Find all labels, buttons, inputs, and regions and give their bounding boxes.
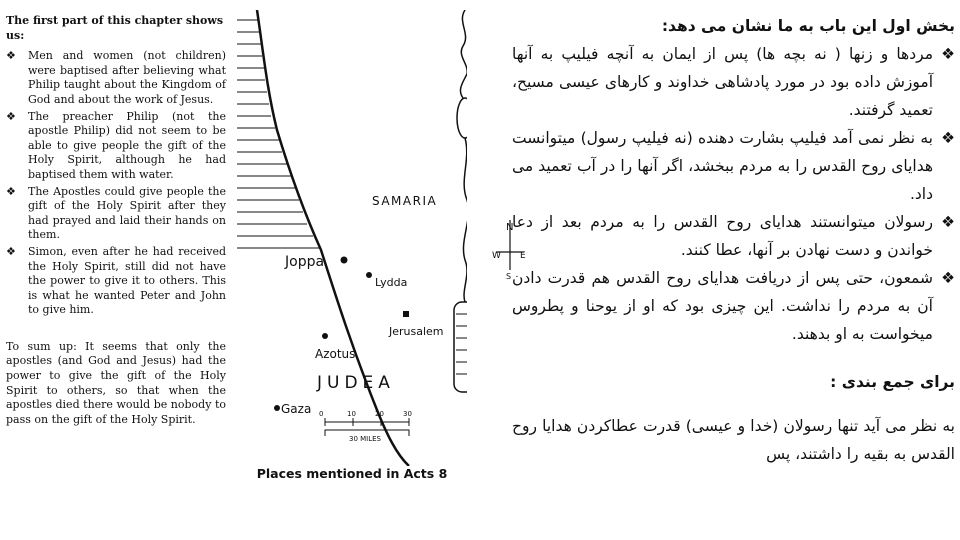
persian-summary: به نظر می آید تنها رسولان (خدا و عیسی) قدرت عطاکردن هدایا روح القدس به بقیه را داشتند، پس (512, 416, 955, 463)
map-caption: Places mentioned in Acts 8 (256, 466, 448, 481)
place-lydda: Lydda (375, 276, 408, 289)
place-gaza: Gaza (281, 402, 312, 416)
english-summary: To sum up: It seems that only the apostles (and God and Jesus) had the power to give the gift of the Holy Spirit to others, so that when the apostles died there would be nobody to pass on the gift of the Holy Spirit. (6, 339, 226, 426)
diamond-bullet-icon: ❖ (941, 213, 955, 231)
bullet-text: The Apostles could give people the gift of the Holy Spirit after they had prayed and laid their hands on them. (28, 184, 226, 242)
scale-tick-30: 30 (403, 410, 412, 418)
compass-w: W (492, 251, 501, 261)
jerusalem-marker (403, 311, 409, 317)
scale-bar (325, 418, 409, 436)
diamond-bullet-icon: ❖ (6, 109, 16, 123)
bullet-text: Men and women (not children) were baptised after believing what Philip taught about the Kingdom of God and about the work of Jesus. (28, 49, 226, 106)
compass-s: S (506, 272, 512, 280)
place-joppa: Joppa (285, 254, 325, 270)
map-drawing (237, 10, 467, 466)
diamond-bullet-icon: ❖ (6, 49, 16, 63)
diamond-bullet-icon: ❖ (941, 129, 955, 147)
list-item (6, 245, 226, 318)
bullet-text: شمعون، حتی پس از دریافت هدایای روح القدس هم قدرت دادن آن به مردم را نداشت. این چیزی بود که او از یوحنا و پطروس میخواست به او بدهند. (512, 269, 933, 343)
diamond-bullet-icon: ❖ (941, 269, 955, 287)
bullet-text: The preacher Philip (not the apostle Philip) did not seem to be able to give people the gift of the Holy Spirit, although he had baptised them with water. (28, 109, 226, 181)
dead-sea (454, 302, 467, 392)
region-samaria: SAMARIA (372, 194, 438, 208)
sea-of-galilee (457, 98, 467, 138)
place-jerusalem: Jerusalem (389, 325, 444, 338)
list-item (512, 124, 955, 208)
list-item (512, 264, 955, 348)
place-azotus: Azotus (315, 347, 356, 361)
compass-e: E (520, 251, 526, 261)
bullet-text: Simon, even after he had received the Holy Spirit, still did not have the power to give it to others. This is what he wanted Peter and John to give him. (28, 244, 226, 317)
diamond-bullet-icon: ❖ (941, 45, 955, 63)
persian-column (512, 12, 955, 483)
persian-heading: بخش اول این باب به ما نشان می دهد: (661, 17, 955, 35)
list-item (512, 208, 955, 264)
persian-summary-heading: برای جمع بندی : (830, 373, 955, 391)
scale-tick-0: 0 (319, 410, 324, 418)
gaza-marker (274, 405, 280, 411)
list-item (512, 40, 955, 124)
bullet-text: رسولان میتوانستند هدایای روح القدس را به مردم بعد از دعا خواندن و دست نهادن بر آنها، عطا کنند. (512, 213, 933, 259)
list-item (6, 49, 226, 107)
lydda-marker (366, 272, 372, 278)
english-heading: The first part of this chapter shows us: (6, 14, 224, 42)
diamond-bullet-icon: ❖ (6, 184, 16, 198)
joppa-marker (341, 257, 348, 264)
azotus-marker (322, 333, 328, 339)
jordan-river-lower (463, 138, 467, 302)
english-bullet-list (6, 49, 226, 318)
bullet-text: به نظر نمی آمد فیلیپ بشارت دهنده (نه فیلیپ رسول) میتوانست هدایای روح القدس را به مردم ببخشد، اگر آنها را در آب تعمید می داد. (512, 129, 933, 203)
list-item (6, 110, 226, 183)
compass-n: N (506, 222, 514, 233)
region-judea: JUDEA (317, 373, 395, 393)
scale-tick-10: 10 (347, 410, 356, 418)
coastline (257, 10, 409, 466)
list-item (6, 185, 226, 243)
scale-tick-20: 20 (375, 410, 384, 418)
diamond-bullet-icon: ❖ (6, 244, 16, 258)
scale-label: 30 MILES (349, 435, 382, 443)
jordan-river (460, 10, 467, 98)
acts-8-map (237, 10, 467, 488)
english-column (6, 14, 226, 438)
persian-bullet-list (512, 40, 955, 348)
bullet-text: مردها و زنها ( نه بچه ها) پس از ایمان به آنچه فیلیپ به آنها آموزش داده بود در مورد پادشاهی خداوند و کارهای عیسی مسیح، تعمید گرفتند. (512, 45, 933, 119)
